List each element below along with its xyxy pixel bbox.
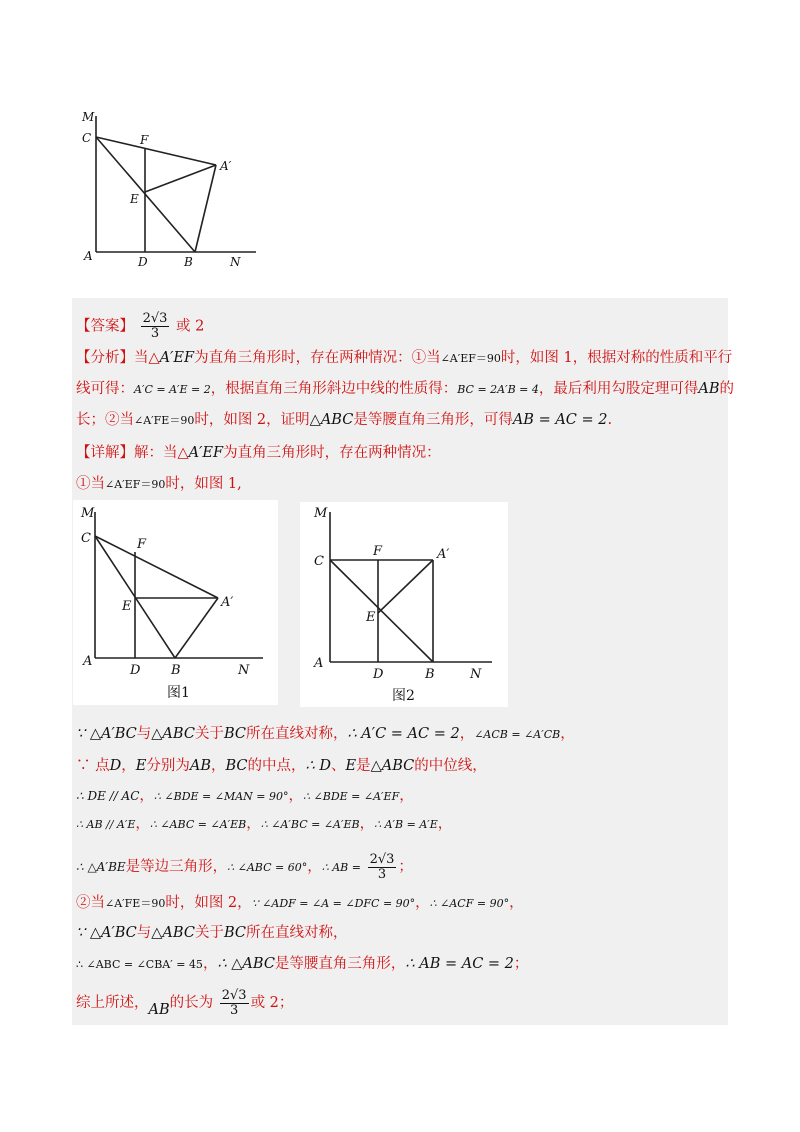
proof-line-5: ∴ △A′BE是等边三角形，∴ ∠ABC = 60°，∴ AB = $\frac{2√3}{3}$ ； xyxy=(76,851,413,882)
label-E: E xyxy=(130,192,139,206)
fig2-label-E: E xyxy=(366,610,376,625)
label-N: N xyxy=(230,255,241,269)
fig2-caption: 图2 xyxy=(392,688,415,704)
label-A-prime: A′ xyxy=(220,159,232,173)
analysis-line-2: 线可得：A′C = A′E = 2，根据直角三角形斜边中线的性质得：BC = 2A′B = 4，最后利用勾股定理可得AB的 xyxy=(76,381,735,397)
proof-line-9: 综上所述，AB的长为 $\frac{2√3}{3}$ 或 2； xyxy=(76,987,294,1018)
analysis-line-1: 【分析】当△A′EF为直角三角形时，存在两种情况：①当∠A′EF＝90时，如图 1，根据对称的性质和平行 xyxy=(76,350,733,366)
fig1-label-N: N xyxy=(238,663,250,678)
proof-line-6: ②当∠A′FE＝90时，如图 2，∵ ∠ADF = ∠A = ∠DFC = 90°，∴ ∠ACF = 90°， xyxy=(76,895,524,911)
answer-tail: 或 2 xyxy=(176,318,205,335)
label-A: A xyxy=(84,249,93,263)
fig2-label-D: D xyxy=(373,667,384,682)
label-M: M xyxy=(82,110,95,124)
fig1-label-B: B xyxy=(171,663,181,678)
figure-top xyxy=(78,108,268,278)
figure-2 xyxy=(300,502,508,707)
fig2-label-C: C xyxy=(314,554,324,569)
analysis-line-3: 长；②当∠A′FE＝90时，如图 2，证明△ABC是等腰直角三角形，可得AB = AC = 2. xyxy=(76,412,613,428)
detail-line-1: 【详解】解：当△A′EF为直角三角形时，存在两种情况： xyxy=(76,445,441,461)
fig1-label-M: M xyxy=(81,506,95,521)
figure-2-box xyxy=(300,502,508,707)
fig1-label-F: F xyxy=(137,537,147,552)
fig1-label-A: A xyxy=(83,654,93,669)
answer-line xyxy=(76,312,204,341)
label-C: C xyxy=(82,131,92,145)
fig2-label-A: A xyxy=(314,656,324,671)
label-F: F xyxy=(140,133,149,147)
proof-line-1: ∵ △A′BC与△ABC关于BC所在直线对称，∴ A′C = AC = 2，∠ACB = ∠A′CB， xyxy=(76,726,575,742)
proof-line-7: ∵ △A′BC与△ABC关于BC所在直线对称， xyxy=(76,925,348,941)
fig1-caption: 图1 xyxy=(167,685,190,701)
label-D: D xyxy=(138,255,148,269)
proof-line-4: ∴ AB // A′E，∴ ∠ABC = ∠A′EB，∴ ∠A′BC = ∠A′EB，∴ A′B = A′E， xyxy=(76,816,453,832)
detail-line-2: ①当∠A′EF＝90时，如图 1, xyxy=(76,476,242,492)
figure-1-box xyxy=(73,500,278,705)
fig2-label-F: F xyxy=(373,544,383,559)
answer-tag: 【答案】 xyxy=(76,318,134,335)
fig2-label-N: N xyxy=(470,667,482,682)
proof-fraction-2: $\frac{2√3}{3}$ xyxy=(221,987,247,1018)
answer-fraction: $\frac{2√3}{3}$ xyxy=(142,311,168,341)
fig1-label-D: D xyxy=(130,663,141,678)
proof-fraction-1: $\frac{2√3}{3}$ xyxy=(369,851,395,882)
fig1-label-A-prime: A′ xyxy=(221,595,234,610)
proof-line-8: ∴ ∠ABC = ∠CBA′ = 45，∴ △ABC是等腰直角三角形，∴ AB = AC = 2； xyxy=(76,956,529,972)
fig1-label-C: C xyxy=(81,531,91,546)
proof-line-2: ∵ 点D，E分别为AB，BC的中点，∴ D、E是△ABC的中位线， xyxy=(76,758,487,774)
fig2-label-M: M xyxy=(314,506,328,521)
proof-line-3: ∴ DE // AC，∴ ∠BDE = ∠MAN = 90°，∴ ∠BDE = ∠A′EF， xyxy=(76,788,414,804)
fig1-label-E: E xyxy=(122,599,132,614)
figure-1 xyxy=(73,500,278,705)
fig2-label-A-prime: A′ xyxy=(437,547,450,562)
label-B: B xyxy=(184,255,193,269)
fig2-label-B: B xyxy=(425,667,435,682)
